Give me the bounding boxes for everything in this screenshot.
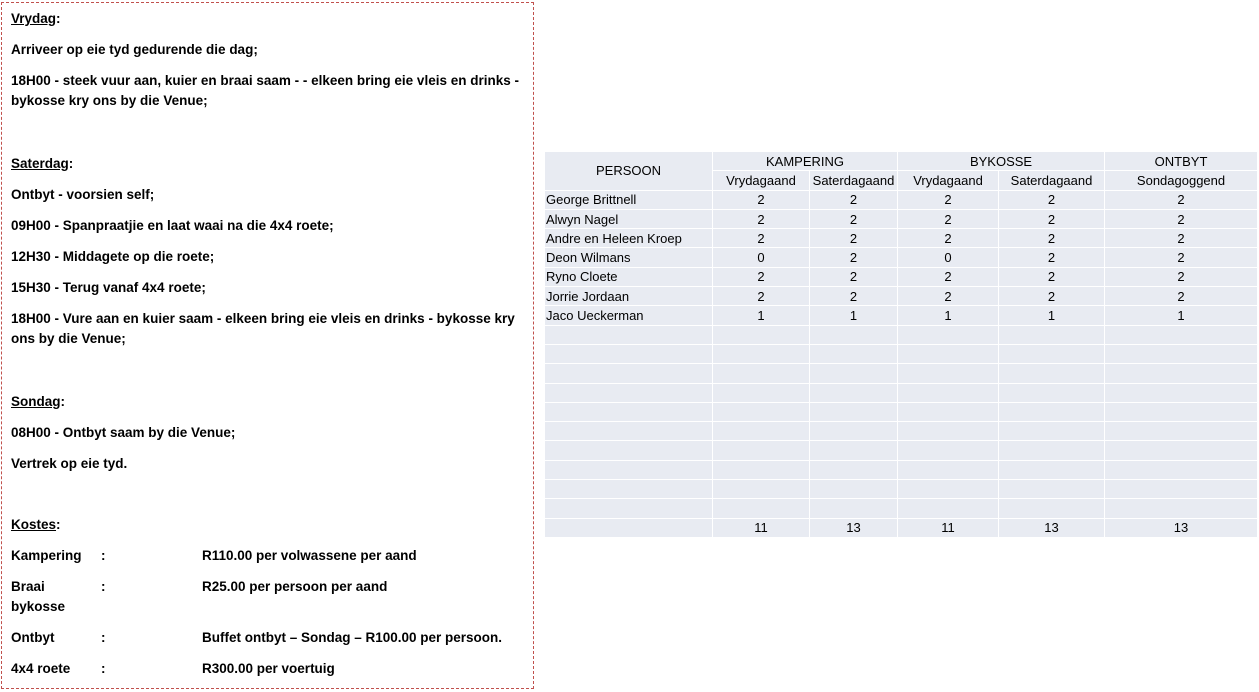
- program-line: 12H30 - Middagete op die roete;: [11, 249, 215, 264]
- program-line: Arriveer op eie tyd gedurende die dag;: [11, 42, 258, 57]
- subheader: Saterdagaand: [810, 171, 898, 190]
- empty-cell: [898, 460, 999, 479]
- empty-cell: [1105, 344, 1258, 363]
- total-cell: 13: [999, 518, 1105, 537]
- empty-cell: [810, 383, 898, 402]
- empty-cell: [545, 441, 713, 460]
- table-cell: 2: [999, 229, 1105, 248]
- empty-cell: [545, 383, 713, 402]
- group-header-ontbyt: ONTBYT: [1105, 152, 1258, 171]
- subheader: Vrydagaand: [898, 171, 999, 190]
- total-cell: 11: [898, 518, 999, 537]
- table-cell: 2: [713, 267, 810, 286]
- cost-row-4x4: 4x4 roete : R300.00 per voertuig: [11, 661, 335, 676]
- empty-row: [545, 460, 1258, 479]
- empty-cell: [898, 441, 999, 460]
- empty-cell: [999, 325, 1105, 344]
- empty-cell: [1105, 422, 1258, 441]
- empty-cell: [713, 383, 810, 402]
- table-cell: 2: [810, 209, 898, 228]
- empty-cell: [999, 364, 1105, 383]
- empty-cell: [898, 344, 999, 363]
- program-line: Vertrek op eie tyd.: [11, 456, 128, 471]
- table-cell: 2: [810, 287, 898, 306]
- table-cell: 2: [810, 190, 898, 209]
- empty-cell: [810, 422, 898, 441]
- person-name: Alwyn Nagel: [545, 209, 713, 228]
- empty-cell: [810, 344, 898, 363]
- table-cell: 2: [898, 229, 999, 248]
- friday-heading: Vrydag:: [11, 11, 61, 26]
- table-row: [545, 248, 1258, 267]
- empty-cell: [898, 364, 999, 383]
- empty-cell: [713, 441, 810, 460]
- empty-cell: [545, 402, 713, 421]
- table-cell: 1: [898, 306, 999, 325]
- person-name: Jorrie Jordaan: [545, 287, 713, 306]
- table-cell: 2: [713, 190, 810, 209]
- table-row: [545, 287, 1258, 306]
- person-name: Andre en Heleen Kroep: [545, 229, 713, 248]
- table-cell: 2: [1105, 190, 1258, 209]
- table-cell: 1: [999, 306, 1105, 325]
- empty-cell: [1105, 441, 1258, 460]
- table-cell: 1: [1105, 306, 1258, 325]
- total-cell: 13: [1105, 518, 1258, 537]
- empty-cell: [545, 422, 713, 441]
- program-line: 18H00 - steek vuur aan, kuier en braai saam - - elkeen bring eie vleis en drinks - bykosse kry ons by die Venue;: [11, 73, 519, 108]
- empty-row: [545, 344, 1258, 363]
- table-cell: 2: [1105, 248, 1258, 267]
- subheader: Vrydagaand: [713, 171, 810, 190]
- totals-row: [545, 518, 1258, 537]
- empty-cell: [810, 402, 898, 421]
- person-name: Jaco Ueckerman: [545, 306, 713, 325]
- empty-cell: [999, 383, 1105, 402]
- empty-cell: [1105, 402, 1258, 421]
- program-line: 15H30 - Terug vanaf 4x4 roete;: [11, 280, 206, 295]
- table-cell: 2: [713, 287, 810, 306]
- table-row: [545, 190, 1258, 209]
- empty-cell: [1105, 383, 1258, 402]
- empty-cell: [713, 460, 810, 479]
- empty-cell: [810, 499, 898, 518]
- table-cell: 2: [999, 248, 1105, 267]
- empty-cell: [810, 441, 898, 460]
- empty-cell: [545, 344, 713, 363]
- saturday-heading: Saterdag:: [11, 156, 74, 171]
- table-cell: 2: [898, 287, 999, 306]
- empty-cell: [898, 480, 999, 499]
- empty-cell: [999, 480, 1105, 499]
- empty-cell: [545, 460, 713, 479]
- empty-cell: [1105, 325, 1258, 344]
- empty-row: [545, 402, 1258, 421]
- program-line: 09H00 - Spanpraatjie en laat waai na die 4x4 roete;: [11, 218, 334, 233]
- empty-cell: [999, 344, 1105, 363]
- table-cell: 2: [999, 209, 1105, 228]
- empty-row: [545, 441, 1258, 460]
- table-cell: 2: [898, 209, 999, 228]
- person-name: Ryno Cloete: [545, 267, 713, 286]
- empty-cell: [898, 422, 999, 441]
- empty-cell: [898, 383, 999, 402]
- empty-cell: [1105, 499, 1258, 518]
- empty-row: [545, 325, 1258, 344]
- table-row: [545, 209, 1258, 228]
- group-header-kampering: KAMPERING: [713, 152, 898, 171]
- table-cell: 1: [713, 306, 810, 325]
- attendance-table: [544, 151, 1258, 538]
- empty-cell: [545, 499, 713, 518]
- table-cell: 0: [713, 248, 810, 267]
- persoon-header: PERSOON: [545, 152, 713, 191]
- subheader: Saterdagaand: [999, 171, 1105, 190]
- empty-row: [545, 383, 1258, 402]
- table-cell: 2: [810, 267, 898, 286]
- cost-row-braai: Braai bykosse : R25.00 per persoon per aand: [11, 579, 388, 614]
- cost-row-kampering: Kampering : R110.00 per volwassene per aand: [11, 548, 417, 563]
- empty-cell: [810, 364, 898, 383]
- table-cell: 2: [898, 190, 999, 209]
- empty-cell: [545, 480, 713, 499]
- cost-row-ontbyt: Ontbyt : Buffet ontbyt – Sondag – R100.00 per persoon.: [11, 630, 503, 645]
- person-name: George Brittnell: [545, 190, 713, 209]
- table-cell: 2: [713, 229, 810, 248]
- empty-cell: [713, 344, 810, 363]
- table-row: [545, 267, 1258, 286]
- table-cell: 2: [999, 190, 1105, 209]
- total-cell: 13: [810, 518, 898, 537]
- empty-cell: [1105, 364, 1258, 383]
- costs-heading: Kostes:: [11, 517, 61, 532]
- empty-cell: [713, 364, 810, 383]
- totals-label-cell: [545, 518, 713, 537]
- sunday-heading: Sondag:: [11, 394, 65, 409]
- empty-cell: [999, 460, 1105, 479]
- empty-cell: [545, 364, 713, 383]
- empty-cell: [810, 325, 898, 344]
- empty-cell: [999, 499, 1105, 518]
- table-cell: 0: [898, 248, 999, 267]
- table-row: [545, 229, 1258, 248]
- empty-cell: [898, 402, 999, 421]
- empty-row: [545, 480, 1258, 499]
- empty-cell: [713, 422, 810, 441]
- empty-cell: [999, 441, 1105, 460]
- table-cell: 2: [1105, 209, 1258, 228]
- empty-cell: [713, 480, 810, 499]
- program-textbox: [1, 2, 534, 689]
- empty-cell: [1105, 460, 1258, 479]
- table-cell: 2: [810, 248, 898, 267]
- program-line: 08H00 - Ontbyt saam by die Venue;: [11, 425, 236, 440]
- table-cell: 2: [713, 209, 810, 228]
- empty-cell: [545, 325, 713, 344]
- person-name: Deon Wilmans: [545, 248, 713, 267]
- table-cell: 2: [1105, 287, 1258, 306]
- program-line: Ontbyt - voorsien self;: [11, 187, 155, 202]
- table-cell: 1: [810, 306, 898, 325]
- group-header-bykosse: BYKOSSE: [898, 152, 1105, 171]
- empty-cell: [713, 402, 810, 421]
- table-cell: 2: [1105, 229, 1258, 248]
- empty-row: [545, 499, 1258, 518]
- empty-cell: [810, 480, 898, 499]
- table-cell: 2: [898, 267, 999, 286]
- empty-cell: [898, 499, 999, 518]
- table-row: [545, 306, 1258, 325]
- table-cell: 2: [1105, 267, 1258, 286]
- empty-cell: [999, 402, 1105, 421]
- empty-row: [545, 422, 1258, 441]
- empty-row: [545, 364, 1258, 383]
- empty-cell: [1105, 480, 1258, 499]
- empty-cell: [713, 325, 810, 344]
- empty-cell: [999, 422, 1105, 441]
- table-cell: 2: [999, 287, 1105, 306]
- empty-cell: [898, 325, 999, 344]
- attendance-table-wrap: [544, 151, 1257, 538]
- subheader: Sondagoggend: [1105, 171, 1258, 190]
- table-cell: 2: [810, 229, 898, 248]
- total-cell: 11: [713, 518, 810, 537]
- program-line: 18H00 - Vure aan en kuier saam - elkeen bring eie vleis en drinks - bykosse kry ons by die Venue;: [11, 311, 515, 346]
- table-cell: 2: [999, 267, 1105, 286]
- empty-cell: [810, 460, 898, 479]
- empty-cell: [713, 499, 810, 518]
